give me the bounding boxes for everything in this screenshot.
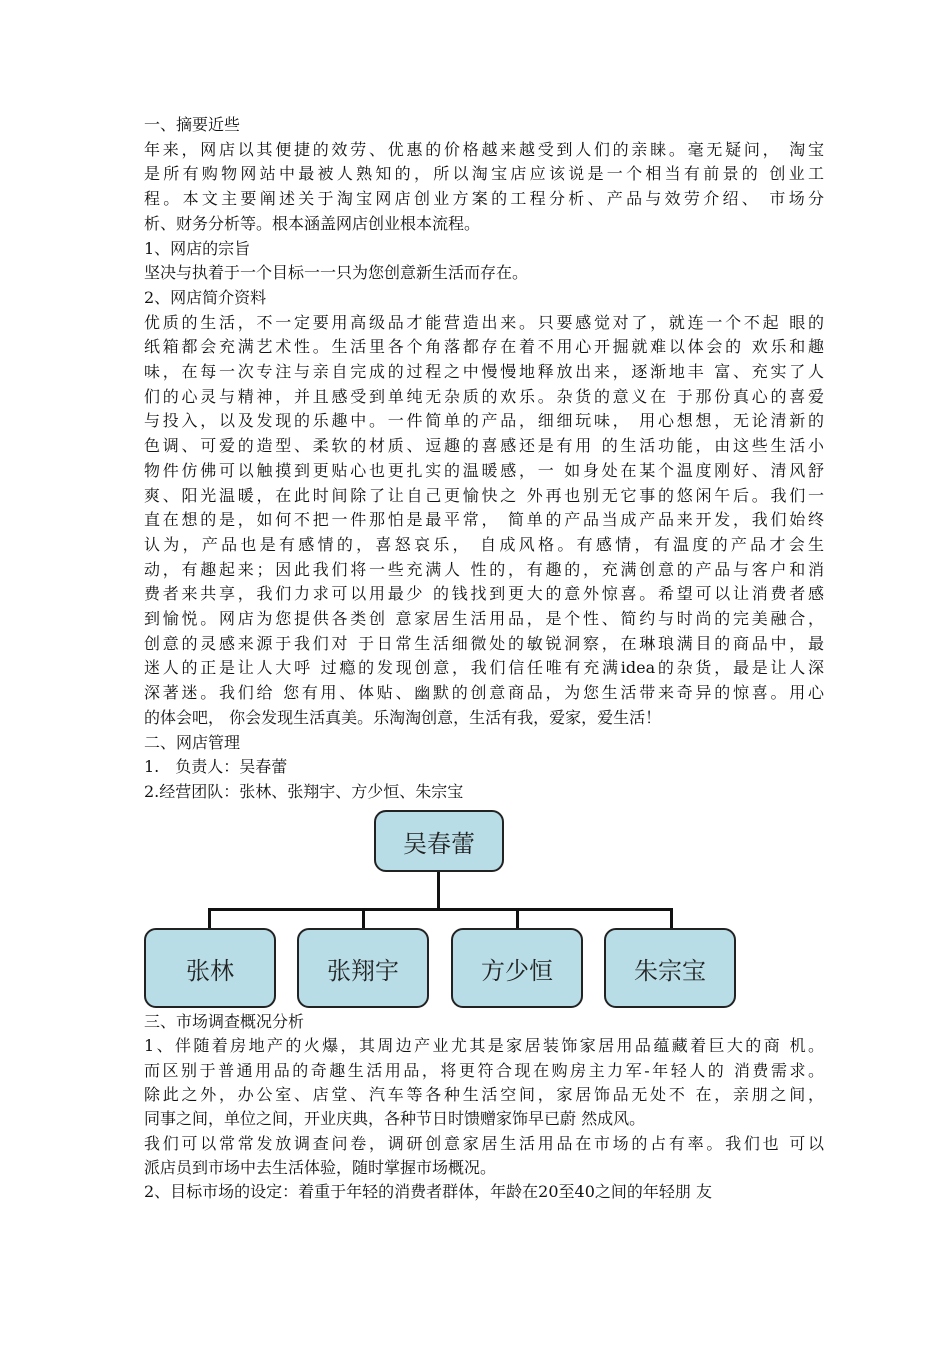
text-line: 是所有购物网站中最被人熟知的，所以淘宝店应该说是一个相当有前景的 创业工 <box>144 164 824 184</box>
text-line: 与投入，以及发现的乐趣中。一件简单的产品，细细玩味， 用心想想，无论清新的 <box>144 411 824 431</box>
text-line: 到愉悦。网店为您提供各类创 意家居生活用品，是个性、简约与时尚的完美融合， <box>144 609 824 628</box>
org-connector <box>362 908 365 928</box>
text-line: 析、财务分析等。根本涵盖网店创业根本流程。 <box>144 213 481 233</box>
text-line: 2、网店简介资料 <box>144 287 267 307</box>
text-line: 爽、阳光温暖，在此时间除了让自己更愉快之 外再也别无它事的悠闲午后。我们一 <box>144 485 824 505</box>
org-connector <box>437 872 440 910</box>
text-line: 物件仿佛可以触摸到更贴心也更扎实的温暖感，一 如身处在某个温度刚好、清风舒 <box>144 460 824 480</box>
text-line: 而区别于普通用品的奇趣生活用品，将更符合现在购房主力军-年轻人的 消费需求。 <box>144 1060 824 1080</box>
text-line: 派店员到市场中去生活体验，随时掌握市场概况。 <box>144 1157 497 1177</box>
text-line: 认为，产品也是有感情的，喜怒哀乐， 自成风格。有感情，有温度的产品才会生 <box>144 534 824 554</box>
org-member-box: 张林 <box>144 928 276 1008</box>
text-line: 费者来共享，我们力求可以用最少 的钱找到更大的意外惊喜。希望可以让消费者感 <box>144 584 824 604</box>
text-line: 2、目标市场的设定：着重于年轻的消费者群体，年龄在20至40之间的年轻朋 友 <box>144 1182 712 1202</box>
text-line: 二、网店管理 <box>144 732 241 752</box>
text-line: 迷人的正是让人大呼 过瘾的发现创意，我们信任唯有充满idea的杂货，最是让人深 <box>144 658 824 678</box>
text-line: 们的心灵与精神，并且感受到单纯无杂质的欢乐。杂货的意义在 于那份真心的喜爱 <box>144 386 824 406</box>
org-member-box: 方少恒 <box>451 928 583 1008</box>
text-line: 三、市场调查概况分析 <box>144 1012 305 1031</box>
text-line: 直在想的是，如何不把一件那怕是最平常， 简单的产品当成产品来开发，我们始终 <box>144 510 824 530</box>
text-line: 色调、可爱的造型、柔软的材质、逗趣的喜感还是有用 的生活功能，由这些生活小 <box>144 436 824 456</box>
text-line: 同事之间，单位之间，开业庆典，各种节日时馈赠家饰早已蔚 然成风。 <box>144 1109 646 1129</box>
text-line: 的体会吧， 你会发现生活真美。乐淘淘创意，生活有我，爱家，爱生活！ <box>144 707 662 727</box>
text-line: 纸箱都会充满艺术性。生活里各个角落都存在着不用心开掘就难以体会的 欢乐和趣 <box>144 337 824 357</box>
org-connector <box>208 908 672 911</box>
text-line: 我们可以常常发放调查问卷，调研创意家居生活用品在市场的占有率。我们也 可以 <box>144 1133 824 1153</box>
text-line: 一、摘要近些 <box>144 115 241 134</box>
text-line: 1. 负责人：吴春蕾 <box>144 757 288 777</box>
text-line: 坚决与执着于一个目标一一只为您创意新生活而存在。 <box>144 263 529 283</box>
org-root-box: 吴春蕾 <box>374 810 504 872</box>
text-line: 动，有趣起来；因此我们将一些充满人 性的，有趣的，充满创意的产品与客户和消 <box>144 559 824 579</box>
org-chart <box>138 810 748 1015</box>
org-connector <box>516 908 519 928</box>
org-member-box: 张翔宇 <box>297 928 429 1008</box>
org-connector <box>670 908 673 928</box>
text-line: 程。本文主要阐述关于淘宝网店创业方案的工程分析、产品与效劳介绍、 市场分 <box>144 189 824 209</box>
org-connector <box>208 908 211 928</box>
text-line: 2.经营团队：张林、张翔宇、方少恒、朱宗宝 <box>144 781 464 801</box>
text-line: 优质的生活，不一定要用高级品才能营造出来。只要感觉对了，就连一个不起 眼的 <box>144 312 824 332</box>
org-member-box: 朱宗宝 <box>604 928 736 1008</box>
text-line: 1、伴随着房地产的火爆，其周边产业尤其是家居装饰家居用品蕴藏着巨大的商 机。 <box>144 1036 824 1056</box>
text-line: 味，在每一次专注与亲自完成的过程之中慢慢地释放出来，逐渐地丰 富、充实了人 <box>144 362 824 381</box>
text-line: 深著迷。我们给 您有用、体贴、幽默的创意商品，为您生活带来奇异的惊喜。用心 <box>144 683 824 703</box>
text-line: 年来，网店以其便捷的效劳、优惠的价格越来越受到人们的亲睐。毫无疑问， 淘宝 <box>144 139 824 159</box>
text-line: 创意的灵感来源于我们对 于日常生活细微处的敏锐洞察，在琳琅满目的商品中，最 <box>144 633 824 653</box>
text-line: 1、网店的宗旨 <box>144 238 251 258</box>
text-line: 除此之外，办公室、店堂、汽车等各种生活空间，家居饰品无处不 在，亲朋之间， <box>144 1084 824 1104</box>
